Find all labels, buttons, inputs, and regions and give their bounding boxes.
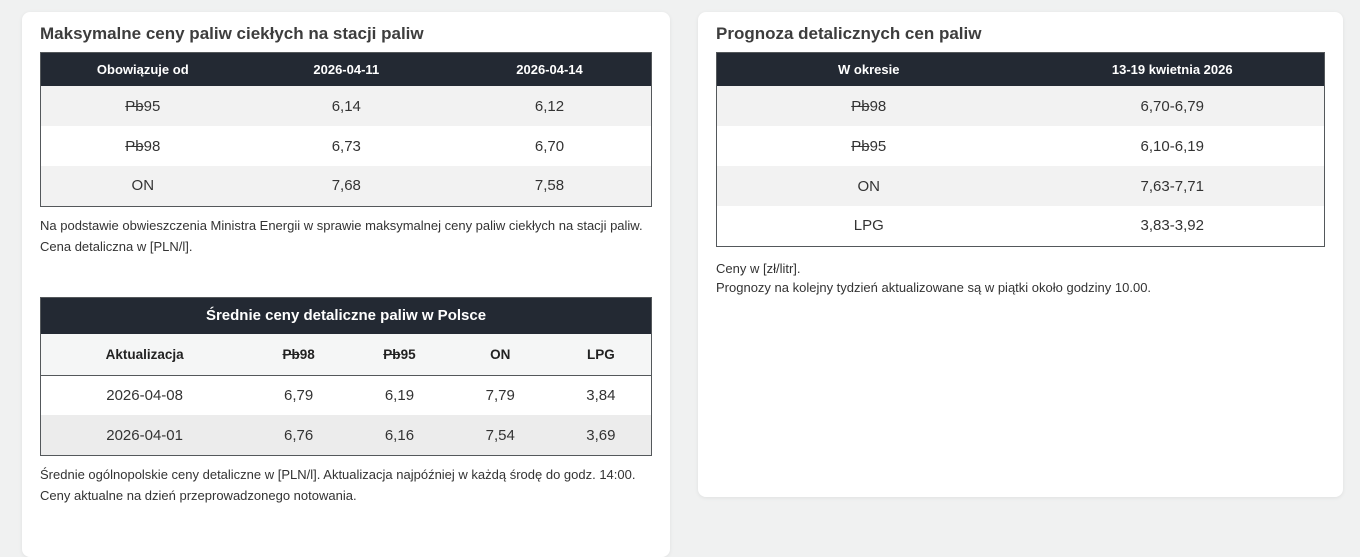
max-prices-footnote: Na podstawie obwieszczenia Ministra Energii w sprawie maksymalnej ceny paliw ciekłych na stacji paliw. Cena detaliczna w [PLN/l]. [40,217,643,254]
fuel-cell [717,166,1021,206]
price-cell: 3,69 [586,426,616,444]
price-cell: 6,19 [384,387,415,405]
col-header-pb95 [349,334,450,375]
date-cell: 2026-04-01 [106,426,183,444]
date-cell: 2026-04-08 [106,387,183,405]
table-row [717,206,1325,246]
fuel-label: 98 [869,97,887,115]
col-header-period: W okresie [717,53,1021,87]
col-header-week: 13-19 kwietnia 2026 [1021,53,1325,87]
fuel-label: ON [131,177,155,195]
forecast-table-body [717,86,1325,246]
table-row [41,415,652,455]
fuel-label: ON [857,177,880,195]
fuel-cell [717,126,1021,166]
price-cell: 6,14 [331,97,361,115]
price-cell: 6,12 [534,97,565,115]
price-cell: 6,73 [331,137,361,155]
price-cell: 7,68 [331,177,361,195]
fuel-cell [41,86,245,126]
avg-prices-table-body [41,375,652,455]
fuel-label: 95 [143,97,161,115]
fuel-label-struck: Pb [125,137,144,155]
max-prices-table [40,52,652,207]
max-prices-table-head [41,53,652,87]
col-header-on: ON [450,334,551,375]
table-row [717,166,1325,206]
fuel-label-struck: Pb [125,97,144,115]
fuel-label: 95 [869,137,887,155]
fuel-label-struck: Pb [851,97,870,115]
col-header-effective-from: Obowiązuje od [41,53,245,87]
col-header-update: Aktualizacja [41,334,249,375]
fuel-label-struck: Pb [383,347,401,363]
table-row [41,86,652,126]
fuel-label: 95 [400,347,416,363]
forecast-footnote-line-2: Prognozy na kolejny tydzień aktualizowane są w piątki około godziny 10.00. [716,280,1152,295]
col-header-pb98 [248,334,349,375]
price-cell: 7,58 [534,177,565,195]
forecast-table-head [717,53,1325,87]
price-cell: 3,84 [586,387,616,405]
fuel-label: 98 [299,347,315,363]
table-header-row [41,53,652,87]
fuel-cell [41,166,245,206]
fuel-label: LPG [853,217,884,235]
price-cell: 6,16 [384,426,415,444]
col-header-lpg: LPG [551,334,652,375]
table-header-row [717,53,1325,87]
table-header-row [41,334,652,375]
price-cell: 7,79 [485,387,515,405]
price-range-cell: 6,10-6,19 [1140,137,1204,155]
avg-prices-table-title: Średnie ceny detaliczne paliw w Polsce [41,298,652,335]
table-row [717,86,1325,126]
avg-prices-table-head [41,298,652,376]
price-cell: 6,76 [284,426,314,444]
table-title-row [41,298,652,335]
forecast-footnote [716,259,1325,298]
price-cell: 6,79 [284,387,314,405]
table-row [41,126,652,166]
forecast-table [716,52,1325,247]
price-cell: 7,54 [485,426,515,444]
forecast-footnote-line-1: Ceny w [zł/litr]. [716,260,801,276]
col-header-date-1: 2026-04-11 [245,53,448,87]
max-prices-table-body [41,86,652,206]
max-prices-panel [22,12,670,557]
avg-prices-footnote: Średnie ogólnopolskie ceny detaliczne w [PLN/l]. Aktualizacja najpóźniej w każdą środę do godz. 14:00. Ceny aktualne na dzień przeprowadzonego notowania. [40,466,636,504]
forecast-panel [698,12,1343,497]
forecast-title: Prognoza detalicznych cen paliw [716,24,982,43]
fuel-cell [717,206,1021,246]
max-prices-title: Maksymalne ceny paliw ciekłych na stacji paliw [40,24,424,43]
price-range-cell: 7,63-7,71 [1140,177,1204,195]
fuel-label-struck: Pb [851,137,870,155]
table-row [41,166,652,206]
fuel-label-struck: Pb [282,347,300,363]
price-range-cell: 6,70-6,79 [1140,97,1204,115]
price-cell: 6,70 [534,137,565,155]
fuel-cell [717,86,1021,126]
table-row [41,375,652,415]
price-range-cell: 3,83-3,92 [1140,217,1204,235]
table-row [717,126,1325,166]
fuel-label: 98 [143,137,161,155]
fuel-cell [41,126,245,166]
col-header-date-2: 2026-04-14 [448,53,651,87]
avg-prices-table [40,297,652,456]
